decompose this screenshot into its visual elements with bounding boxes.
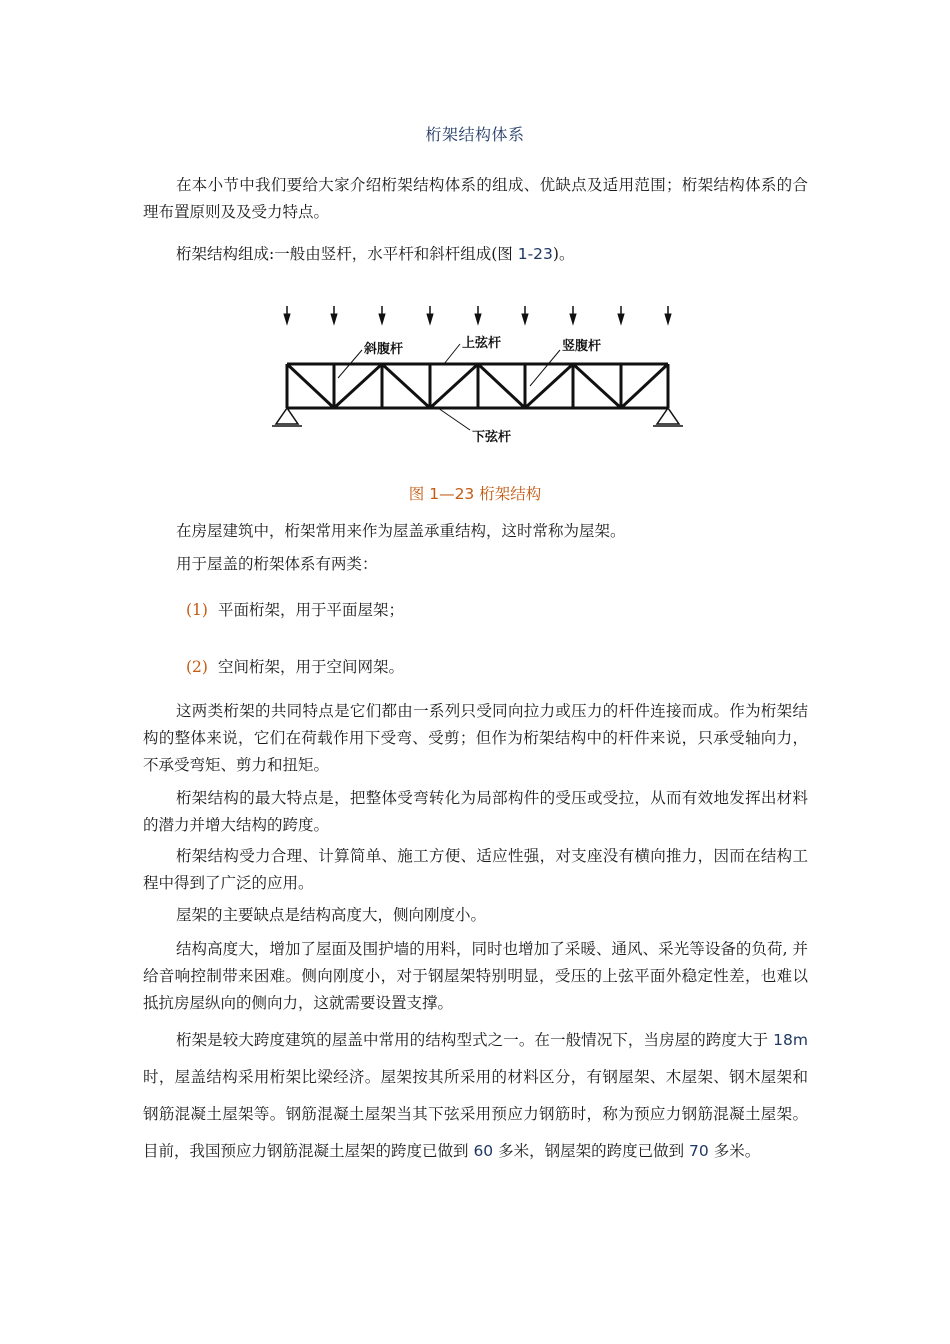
caption-number: 1—23 xyxy=(429,485,475,503)
load-arrows xyxy=(284,306,671,324)
drawback-paragraph: 屋架的主要缺点是结构高度大，侧向刚度小。 xyxy=(176,906,487,924)
caption-text: 桁架结构 xyxy=(474,485,542,503)
roof-truss-paragraph: 在房屋建筑中，桁架常用来作为屋盖承重结构，这时常称为屋架。 xyxy=(176,522,626,540)
load-arrow xyxy=(427,306,433,324)
load-arrow xyxy=(331,306,337,324)
label-bottom-chord: 下弦杆 xyxy=(472,430,512,445)
intro-paragraph: 在本小节中我们要给大家介绍桁架结构体系的组成、优缺点及适用范围；桁架结构体系的合理布置原则及及受力特点。 xyxy=(143,176,808,221)
span-text-b: 时，屋盖结构采用桁架比梁经济。屋架按其所采用的材料区分，有钢屋架、木屋架、钢木屋架和钢筋混凝土屋架等。钢筋混凝土屋架当其下弦采用预应力钢筋时，称为预应力钢筋混凝土屋架。目前，我国预应力钢筋混凝土屋架的跨度已做到 xyxy=(143,1068,808,1160)
document-title: 桁架结构体系 xyxy=(425,125,525,144)
list-item-marker: (1) xyxy=(186,601,208,619)
composition-prefix: 桁架结构组成:一般由竖杆，水平杆和斜杆组成(图 xyxy=(176,245,518,263)
list-item-text: 平面桁架，用于平面屋架； xyxy=(217,601,404,619)
left-support xyxy=(276,408,298,424)
advantage-paragraph: 桁架结构受力合理、计算简单、施工方便、适应性强，对支座没有横向推力，因而在结构工程中得到了广泛的应用。 xyxy=(143,847,808,892)
main-feature-paragraph: 桁架结构的最大特点是，把整体受弯转化为局部构件的受压或受拉，从而有效地发挥出材料的潜力并增大结构的跨度。 xyxy=(143,789,808,834)
span-text-c: 多米，钢屋架的跨度已做到 xyxy=(493,1142,690,1160)
list-item-text: 空间桁架，用于空间网架。 xyxy=(217,658,404,676)
common-feature-paragraph: 这两类桁架的共同特点是它们都由一系列只受同向拉力或压力的杆件连接而成。作为桁架结构的整体来说，它们在荷载作用下受弯、受剪；但作为桁架结构中的杆件来说，只承受轴向力，不承受弯矩、剪力和扭矩。 xyxy=(143,702,808,774)
figure-caption xyxy=(0,482,950,504)
load-arrow xyxy=(665,306,671,324)
span-value-18m: 18m xyxy=(773,1031,808,1049)
list-item xyxy=(186,655,404,679)
list-item-marker: (2) xyxy=(186,658,208,676)
label-top-chord: 上弦杆 xyxy=(462,336,502,351)
composition-paragraph xyxy=(143,241,808,268)
label-vertical-web: 竖腹杆 xyxy=(562,339,602,354)
load-arrow xyxy=(284,306,290,324)
load-arrow xyxy=(475,306,481,324)
load-arrow xyxy=(570,306,576,324)
truss-diagram xyxy=(268,300,688,460)
figure-reference: 1-23 xyxy=(517,245,553,263)
supports xyxy=(272,408,683,426)
span-text-a: 桁架是较大跨度建筑的屋盖中常用的结构型式之一。在一般情况下，当房屋的跨度大于 xyxy=(176,1031,774,1049)
truss-span-paragraph xyxy=(143,1022,808,1170)
span-text-d: 多米。 xyxy=(708,1142,761,1160)
types-intro-paragraph: 用于屋盖的桁架体系有两类： xyxy=(176,555,378,573)
span-value-70: 70 xyxy=(689,1142,709,1160)
caption-prefix: 图 xyxy=(408,485,430,503)
right-support xyxy=(657,408,679,424)
span-value-60: 60 xyxy=(473,1142,494,1160)
load-arrow xyxy=(379,306,385,324)
load-arrow xyxy=(618,306,624,324)
load-arrow xyxy=(522,306,528,324)
drawback-detail-paragraph: 结构高度大，增加了屋面及围护墙的用料，同时也增加了采暖、通风、采光等设备的负荷, 并给音响控制带来困难。侧向刚度小，对于钢屋架特别明显，受压的上弦平面外稳定性差，也难以抵抗房屋纵向的侧向力，这就需要设置支撑。 xyxy=(143,940,808,1012)
list-item xyxy=(186,598,404,622)
label-diagonal-web: 斜腹杆 xyxy=(364,342,404,357)
composition-suffix: )。 xyxy=(552,245,575,263)
